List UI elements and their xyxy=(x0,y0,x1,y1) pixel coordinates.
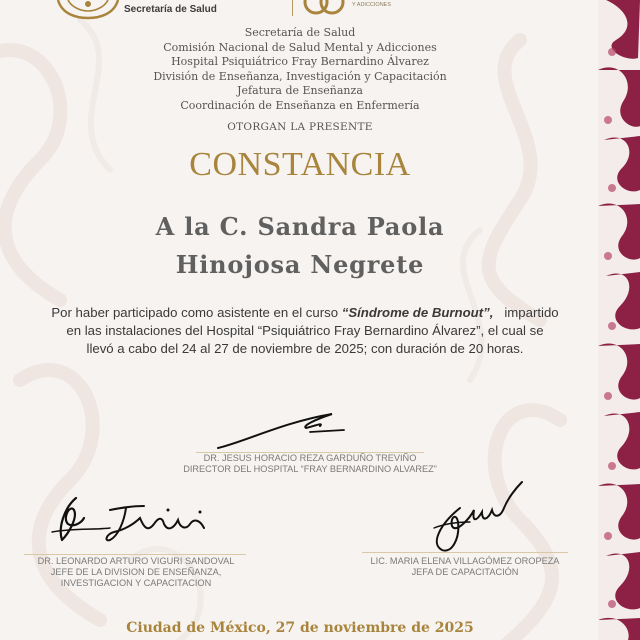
teaching-head-title-1: JEFE DE LA DIVISION DE ENSEÑANZA, xyxy=(50,567,222,577)
institution-line: Hospital Psiquiátrico Fray Bernardino Álvarez xyxy=(171,55,429,69)
training-head-block xyxy=(330,556,600,578)
granting-text: OTORGAN LA PRESENTE xyxy=(227,121,373,133)
teaching-head-signature xyxy=(44,488,224,548)
role-text: asistente xyxy=(217,305,270,320)
teaching-head-name: DR. LEONARDO ARTURO VIGURI SANDOVAL xyxy=(37,556,235,566)
conasama-logo-label: Y ADICCIONES xyxy=(352,2,392,8)
training-head-title: JEFA DE CAPACITACIÓN xyxy=(411,567,519,577)
certificate-body xyxy=(10,304,600,358)
director-block xyxy=(150,453,470,475)
header-logos xyxy=(0,0,600,22)
header-divider xyxy=(292,0,293,16)
director-signature xyxy=(214,404,364,454)
institution-line: Jefatura de Enseñanza xyxy=(237,84,363,98)
issue-date: Ciudad de México, 27 de noviembre de 2025 xyxy=(126,620,474,636)
training-head-name: LIC. MARIA ELENA VILLAGÓMEZ OROPEZA xyxy=(370,556,560,566)
government-seal-logo xyxy=(56,0,120,20)
teaching-head-signature-line xyxy=(24,554,246,555)
certificate-title: CONSTANCIA xyxy=(189,146,411,183)
director-title: DIRECTOR DEL HOSPITAL “FRAY BERNARDINO ALVAREZ” xyxy=(183,464,437,474)
institution-block xyxy=(0,26,600,114)
institution-line: Comisión Nacional de Salud Mental y Adicciones xyxy=(163,40,437,54)
body-line-3: llevó a cabo del 24 al 27 de noviembre de 2025; con duración de 20 horas. xyxy=(86,341,524,356)
teaching-head-title-2: INVESTIGACION Y CAPACITACION xyxy=(60,578,212,588)
training-head-signature xyxy=(420,478,530,558)
conasama-logo xyxy=(302,0,348,16)
institution-line: Coordinación de Enseñanza en Enfermería xyxy=(180,98,420,112)
body-line-1: Por haber participado como asistente en el curso “Síndrome de Burnout”, impartido xyxy=(51,305,559,320)
secretaria-logo-label: Secretaría de Salud xyxy=(124,4,217,15)
body-line-2: en las instalaciones del Hospital “Psiquiátrico Fray Bernardino Álvarez”, el cual se xyxy=(66,323,544,338)
institution-line: Secretaría de Salud xyxy=(244,26,356,39)
course-name: “Síndrome de Burnout”, xyxy=(341,305,494,320)
teaching-head-block xyxy=(0,556,272,589)
director-name: DR. JESUS HORACIO REZA GARDUÑO TREVIÑO xyxy=(203,453,417,463)
decorative-side-band xyxy=(598,0,640,640)
recipient-name-line1: A la C. Sandra Paola xyxy=(155,212,445,241)
institution-line: División de Enseñanza, Investigación y Capacitación xyxy=(153,69,447,83)
training-head-signature-line xyxy=(362,552,568,553)
recipient-name-line2: Hinojosa Negrete xyxy=(175,250,425,279)
